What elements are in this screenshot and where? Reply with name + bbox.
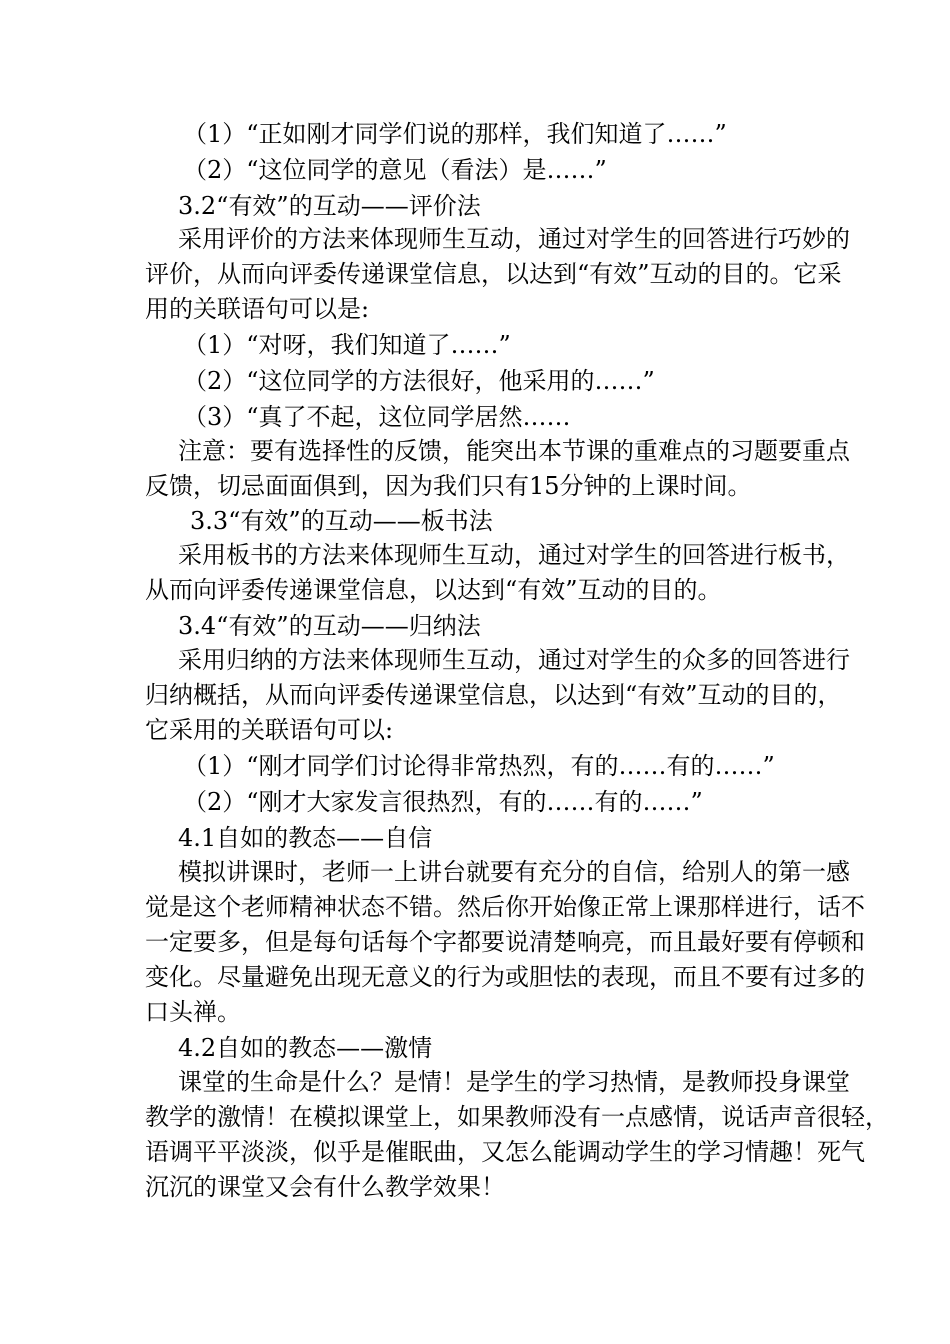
list-item: （1）“正如刚才同学们说的那样，我们知道了……” <box>183 120 727 148</box>
section-heading: 4.1自如的教态——自信 <box>178 824 433 852</box>
paragraph-line: 采用板书的方法来体现师生互动，通过对学生的回答进行板书， <box>178 541 850 569</box>
paragraph-line: 一定要多，但是每句话每个字都要说清楚响亮，而且最好要有停顿和 <box>145 928 865 956</box>
list-item: （1）“对呀，我们知道了……” <box>183 331 511 359</box>
list-item: （2）“刚才大家发言很热烈，有的……有的……” <box>183 788 703 816</box>
list-item: （2）“这位同学的意见（看法）是……” <box>183 156 607 184</box>
paragraph-line: 注意：要有选择性的反馈，能突出本节课的重难点的习题要重点 <box>178 437 850 465</box>
paragraph-line: 它采用的关联语句可以: <box>145 716 394 744</box>
section-heading: 3.3“有效”的互动——板书法 <box>190 507 493 535</box>
list-item: （2）“这位同学的方法很好，他采用的……” <box>183 367 655 395</box>
paragraph-line: 觉是这个老师精神状态不错。然后你开始像正常上课那样进行，话不 <box>145 893 865 921</box>
paragraph-line: 语调平平淡淡，似乎是催眠曲，又怎么能调动学生的学习情趣！死气 <box>145 1138 865 1166</box>
list-item: （3）“真了不起，这位同学居然…… <box>183 403 571 431</box>
paragraph-line: 课堂的生命是什么？是情！是学生的学习热情，是教师投身课堂 <box>178 1068 850 1096</box>
paragraph-line: 用的关联语句可以是: <box>145 295 370 323</box>
paragraph-line: 口头禅。 <box>145 998 241 1026</box>
paragraph-line: 反馈，切忌面面俱到，因为我们只有15分钟的上课时间。 <box>145 472 752 500</box>
paragraph-line: 教学的激情！在模拟课堂上，如果教师没有一点感情，说话声音很轻， <box>145 1103 889 1131</box>
section-heading: 3.4“有效”的互动——归纳法 <box>178 612 481 640</box>
paragraph-line: 沉沉的课堂又会有什么教学效果！ <box>145 1173 505 1201</box>
list-item: （1）“刚才同学们讨论得非常热烈，有的……有的……” <box>183 752 775 780</box>
paragraph-line: 模拟讲课时，老师一上讲台就要有充分的自信，给别人的第一感 <box>178 858 850 886</box>
paragraph-line: 评价，从而向评委传递课堂信息，以达到“有效”互动的目的。它采 <box>145 260 842 288</box>
section-heading: 3.2“有效”的互动——评价法 <box>178 192 481 220</box>
paragraph-line: 归纳概括，从而向评委传递课堂信息，以达到“有效”互动的目的， <box>145 681 842 709</box>
paragraph-line: 采用归纳的方法来体现师生互动，通过对学生的众多的回答进行 <box>178 646 850 674</box>
paragraph-line: 采用评价的方法来体现师生互动，通过对学生的回答进行巧妙的 <box>178 225 850 253</box>
paragraph-line: 变化。尽量避免出现无意义的行为或胆怯的表现，而且不要有过多的 <box>145 963 865 991</box>
paragraph-line: 从而向评委传递课堂信息，以达到“有效”互动的目的。 <box>145 576 722 604</box>
section-heading: 4.2自如的教态——激情 <box>178 1034 433 1062</box>
